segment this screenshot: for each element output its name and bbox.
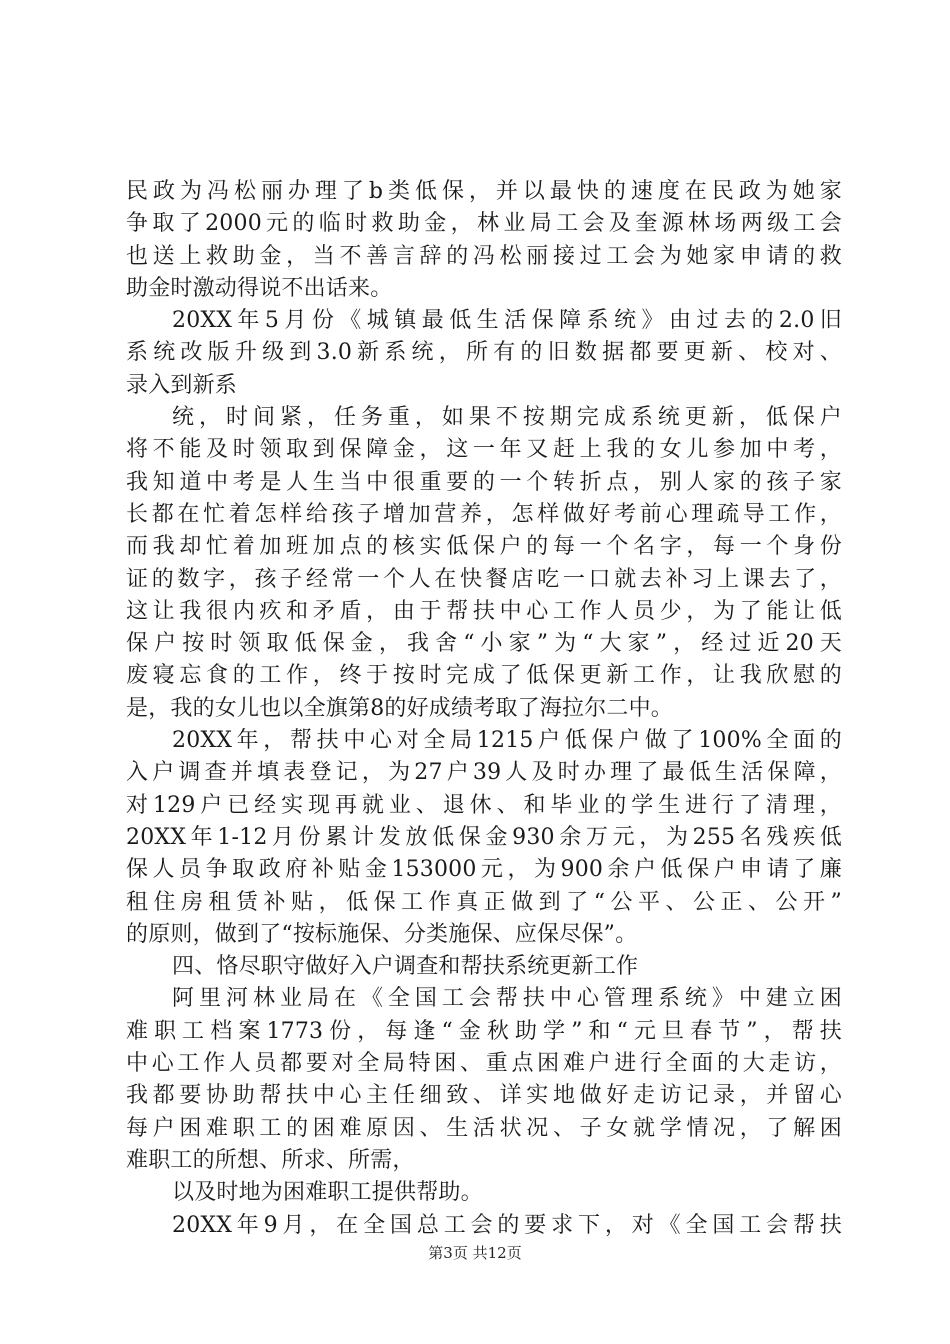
text-line: 保户按时领取低保金，我舍“小家”为“大家”，经过近20天 — [126, 631, 842, 657]
text-line: 这让我很内疚和矛盾，由于帮扶中心工作人员少，为了能让低 — [126, 598, 842, 624]
text-line: 是，我的女儿也以全旗第8的好成绩考取了海拉尔二中。 — [126, 695, 673, 721]
text-line: 统，时间紧，任务重，如果不按期完成系统更新，低保户 — [172, 405, 842, 431]
text-line: 证的数字，孩子经常一个人在快餐店吃一口就去补习上课去了， — [126, 566, 842, 592]
page-number: 第3页 共12页 — [428, 1244, 522, 1262]
text-line: 以及时地为困难职工提供帮助。 — [172, 1180, 483, 1206]
text-line: 入户调查并填表登记，为27户39人及时办理了最低生活保障， — [126, 760, 842, 786]
text-line: 20XX年1-12月份累计发放低保金930余万元，为255名残疾低 — [126, 824, 842, 850]
text-line: 20XX年9月，在全国总工会的要求下，对《全国工会帮扶 — [172, 1212, 842, 1238]
text-line: 对129户已经实现再就业、退休、和毕业的学生进行了清理， — [126, 792, 842, 818]
text-line: 难职工档案1773份，每逢“金秋助学”和“元旦春节”，帮扶 — [126, 1018, 842, 1044]
text-line: 将不能及时领取到保障金，这一年又赶上我的女儿参加中考， — [126, 437, 842, 463]
text-line: 也送上救助金，当不善言辞的冯松丽接过工会为她家申请的救 — [126, 243, 842, 269]
text-line: 民政为冯松丽办理了b类低保，并以最快的速度在民政为她家 — [126, 179, 842, 204]
text-line: 助金时激动得说不出话来。 — [126, 275, 393, 301]
text-line: 录入到新系 — [126, 372, 238, 398]
text-line: 废寝忘食的工作，终于按时完成了低保更新工作，让我欣慰的 — [126, 663, 842, 689]
text-line: 中心工作人员都要对全局特困、重点困难户进行全面的大走访， — [126, 1051, 842, 1077]
text-line: 我知道中考是人生当中很重要的一个转折点，别人家的孩子家 — [126, 469, 842, 495]
document-body — [126, 176, 842, 1242]
text-line: 四、恪尽职守做好入户调查和帮扶系统更新工作 — [172, 954, 639, 980]
text-line: 阿里河林业局在《全国工会帮扶中心管理系统》中建立困 — [172, 986, 842, 1012]
text-line: 争取了2000元的临时救助金，林业局工会及奎源林场两级工会 — [126, 211, 842, 237]
text-line: 长都在忙着怎样给孩子增加营养，怎样做好考前心理疏导工作， — [126, 501, 842, 527]
text-line: 的原则，做到了“按标施保、分类施保、应保尽保”。 — [126, 921, 638, 947]
text-line: 20XX年，帮扶中心对全局1215户低保户做了100%全面的 — [172, 728, 842, 754]
text-line: 难职工的所想、所求、所需， — [126, 1147, 415, 1173]
text-line: 租住房租赁补贴，低保工作真正做到了“公平、公正、公开” — [126, 889, 842, 915]
text-line: 20XX年5月份《城镇最低生活保障系统》由过去的2.0旧 — [172, 308, 842, 334]
text-line: 我都要协助帮扶中心主任细致、详实地做好走访记录，并留心 — [126, 1083, 842, 1109]
text-line: 每户困难职工的困难原因、生活状况、子女就学情况，了解困 — [126, 1115, 842, 1141]
text-line: 系统改版升级到3.0新系统，所有的旧数据都要更新、校对、 — [126, 340, 842, 366]
text-line: 而我却忙着加班加点的核实低保户的每一个名字，每一个身份 — [126, 534, 842, 560]
text-line: 保人员争取政府补贴金153000元，为900余户低保户申请了廉 — [126, 857, 842, 883]
